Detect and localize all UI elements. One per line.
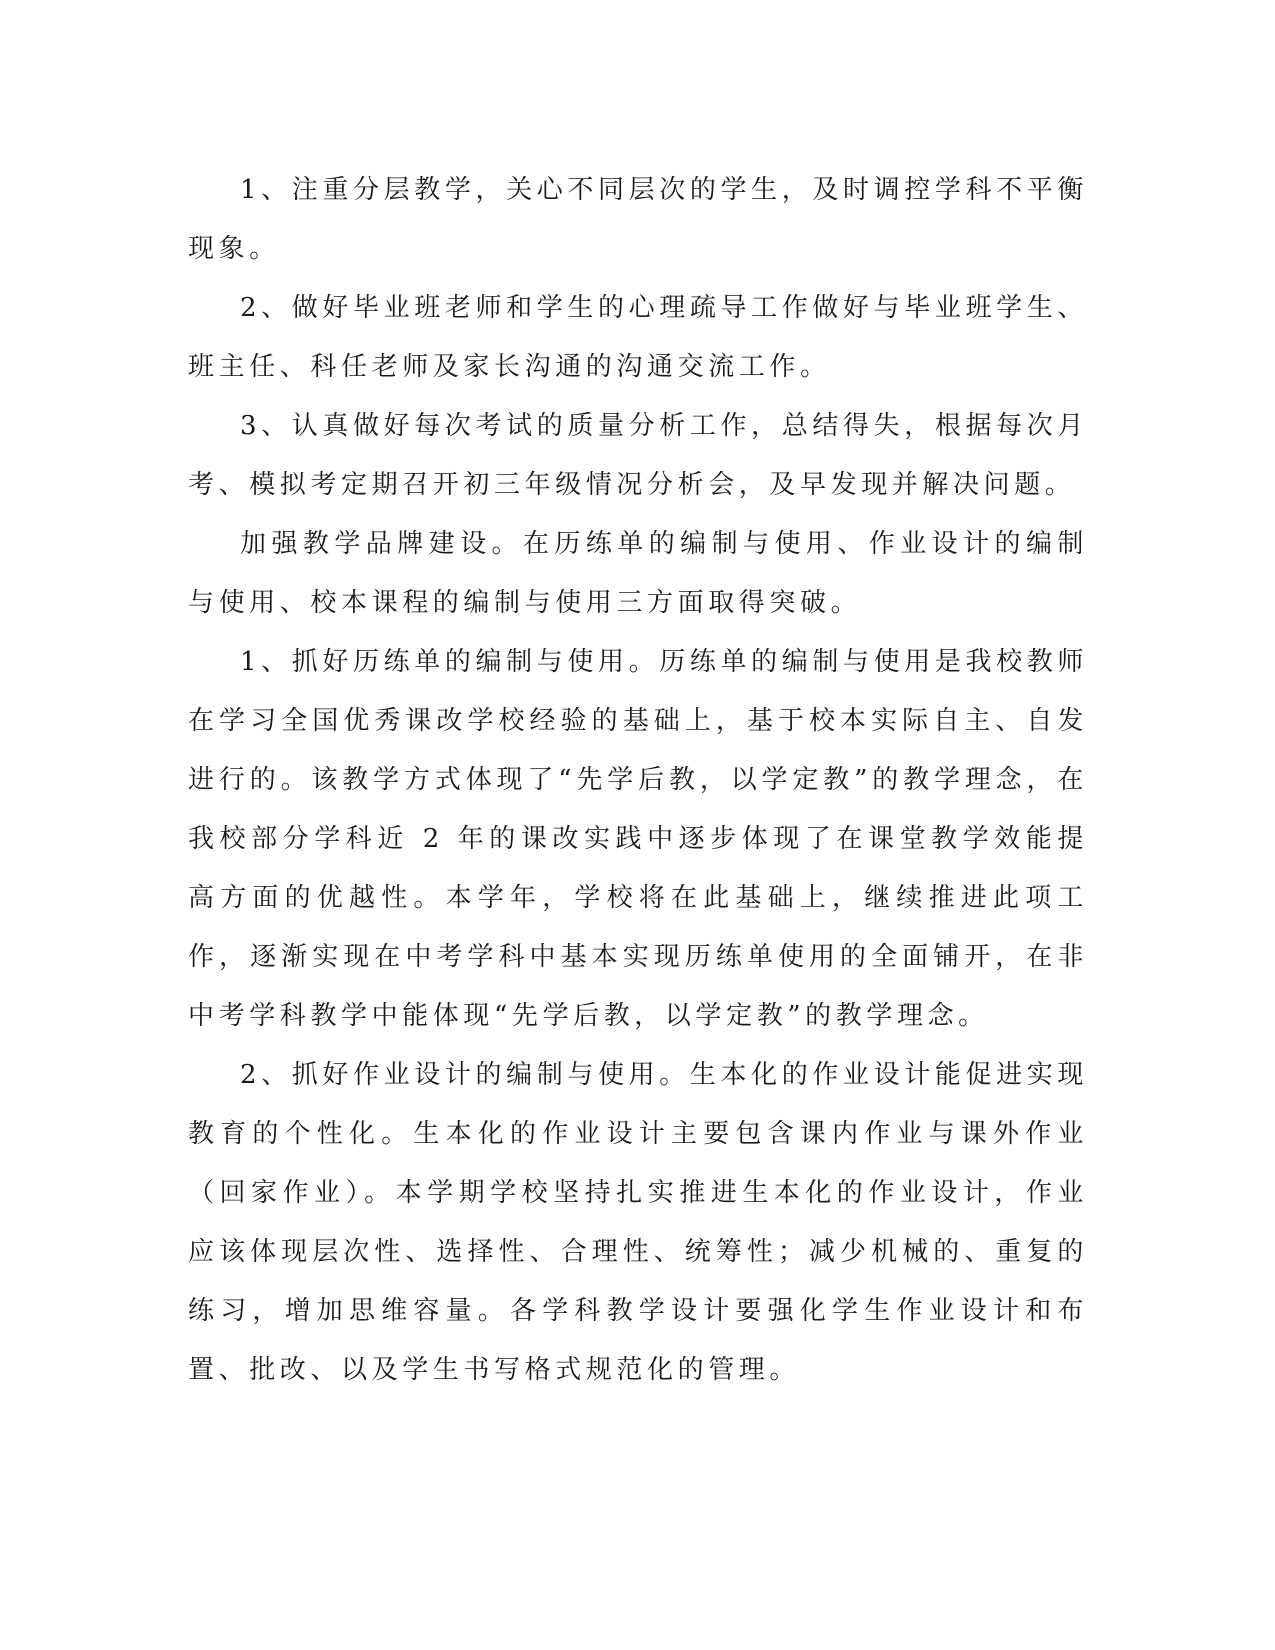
paragraph-3: 3、认真做好每次考试的质量分析工作，总结得失，根据每次月考、模拟考定期召开初三年级情况分析会，及早发现并解决问题。 <box>188 411 1088 500</box>
document-body <box>188 161 1088 1400</box>
paragraph-4: 加强教学品牌建设。在历练单的编制与使用、作业设计的编制与使用、校本课程的编制与使用三方面取得突破。 <box>188 529 1088 618</box>
paragraph-6: 2、抓好作业设计的编制与使用。生本化的作业设计能促进实现教育的个性化。生本化的作业设计主要包含课内作业与课外作业（回家作业）。本学期学校坚持扎实推进生本化的作业设计，作业应该体现层次性、选择性、合理性、统筹性；减少机械的、重复的练习，增加思维容量。各学科教学设计要强化学生作业设计和布置、批改、以及学生书写格式规范化的管理。 <box>188 1060 1088 1385</box>
paragraph-2: 2、做好毕业班老师和学生的心理疏导工作做好与毕业班学生、班主任、科任老师及家长沟通的沟通交流工作。 <box>188 293 1088 382</box>
paragraph-5: 1、抓好历练单的编制与使用。历练单的编制与使用是我校教师在学习全国优秀课改学校经验的基础上，基于校本实际自主、自发进行的。该教学方式体现了“先学后教，以学定教”的教学理念，在我校部分学科近 2 年的课改实践中逐步体现了在课堂教学效能提高方面的优越性。本学年，学校将在此基础上，继续推进此项工作，逐渐实现在中考学科中基本实现历练单使用的全面铺开，在非中考学科教学中能体现“先学后教，以学定教”的教学理念。 <box>188 647 1088 1031</box>
paragraph-1: 1、注重分层教学，关心不同层次的学生，及时调控学科不平衡现象。 <box>188 175 1088 264</box>
